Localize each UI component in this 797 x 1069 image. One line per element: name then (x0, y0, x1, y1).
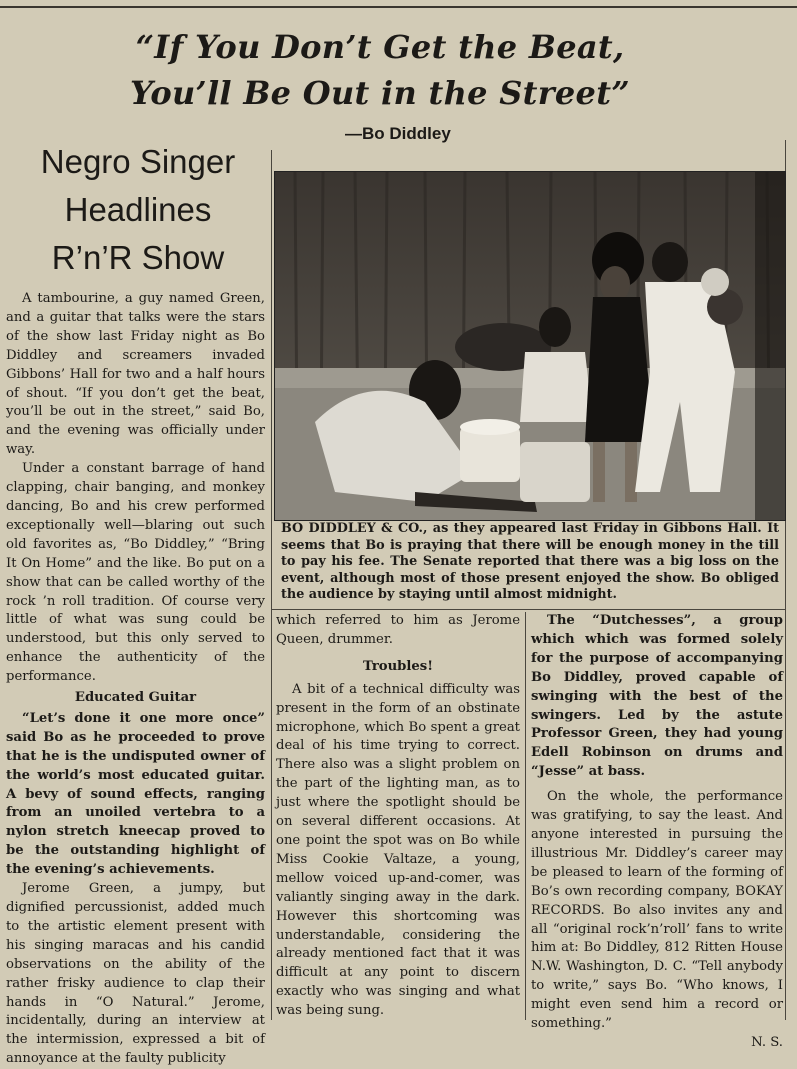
caption-bottom-rule (272, 609, 786, 610)
headline-line-2: You’ll Be Out in the Street” (129, 74, 631, 112)
headline-line-1: “If You Don’t Get the Beat, (135, 28, 625, 66)
title-line-2: Headlines (64, 191, 212, 228)
article-column-2 (276, 612, 520, 1024)
headline-attribution: —Bo Diddley (345, 124, 451, 143)
article-column-3 (531, 612, 783, 1050)
paragraph: Jerome Green, a jumpy, but dignified percussionist, added much to the artistic element present with his singing maracas and his candid observations on the ability of the rather frisky audience to clap their hands in “O Natural.” Jerome, incidentally, during an interview at the intermission, expressed a bit of annoyance at the faulty publicity (6, 881, 265, 1067)
paragraph: Under a constant barrage of hand clapping, chair banging, and monkey dancing, Bo and his crew performed exceptionally well—blaring out such old favorites as, “Bo Diddley,” “Bring It On Home” and the like. Bo put on a show that can be called worthy of the rock ’n roll tradition. Of course very little of what was sung could be understood, but this only served to enhance the authenticity of the performance. (6, 461, 265, 685)
signature: N. S. (751, 1034, 783, 1050)
subheading: Troubles! (362, 658, 434, 674)
column-rule-2 (525, 612, 526, 1020)
paragraph: On the whole, the performance was gratifying, to say the least. And anyone interested in pursuing the illustrious Mr. Diddley’s career may be pleased to learn of the forming of Bo’s own recording company, BOKAY RECORDS. Bo also invites any and all “original rock’n’roll’ fans to write him at: Bo Diddley, 812 Ritten House N.W. Washington, D. C. “Tell anybody to write,” says Bo. “Who knows, I might even send him a record or something.” (531, 789, 783, 1032)
band-photo-image (275, 172, 785, 520)
title-line-3: R’n’R Show (51, 239, 225, 276)
top-rule (0, 6, 797, 8)
concert-photo (274, 171, 786, 521)
subheading: Educated Guitar (74, 690, 197, 706)
photo-caption: BO DIDDLEY & CO., as they appeared last Friday in Gibbons Hall. It seems that Bo is praying that there will be enough money in the till to pay his fee. The Senate reported that there was a big loss on the event, although most of those present enjoyed the show. Bo obliged the audience by staying until almost midnight. (281, 521, 779, 602)
article-title (8, 138, 268, 282)
title-line-1: Negro Singer (40, 143, 236, 180)
quote-headline (60, 24, 700, 116)
paragraph: The “Dutchesses”, a group which which was formed solely for the purpose of accompanying Bo Diddley, proved capable of swinging with the best of the swingers. Led by the astute Professor Green, they had young Edell Robinson on drums and “Jesse” at bass. (531, 613, 783, 780)
article-column-1 (6, 290, 265, 1067)
paragraph: which referred to him as Jerome Queen, drummer. (276, 613, 520, 647)
paragraph: A tambourine, a guy named Green, and a guitar that talks were the stars of the show last Friday night as Bo Diddley and screamers invaded Gibbons’ Hall for two and a half hours of shout. “If you don’t get the beat, you’ll be out in the street,” said Bo, and the evening was officially under way. (6, 291, 265, 458)
column-rule-1 (271, 150, 272, 1020)
paragraph: “Let’s done it one more once” said Bo as he proceeded to prove that he is the undisputed owner of the world’s most educated guitar. A bevy of sound effects, ranging from an unoiled vertebra to a nylon stretch kneecap proved to be the outstanding highlight of the evening’s achievements. (6, 710, 265, 878)
paragraph: A bit of a technical difficulty was present in the form of an obstinate microphone, which Bo spent a great deal of his time trying to correct. There also was a slight problem on the part of the lighting man, as to just where the spotlight should be on several different occasions. At one point the spot was on Bo while Miss Cookie Valtaze, a young, mellow voiced up-and-comer, was valiantly singing away in the dark. However this shortcoming was understandable, considering the already mentioned fact that it was difficult at any point to discern exactly who was singing and what was being sung. (276, 681, 520, 1019)
